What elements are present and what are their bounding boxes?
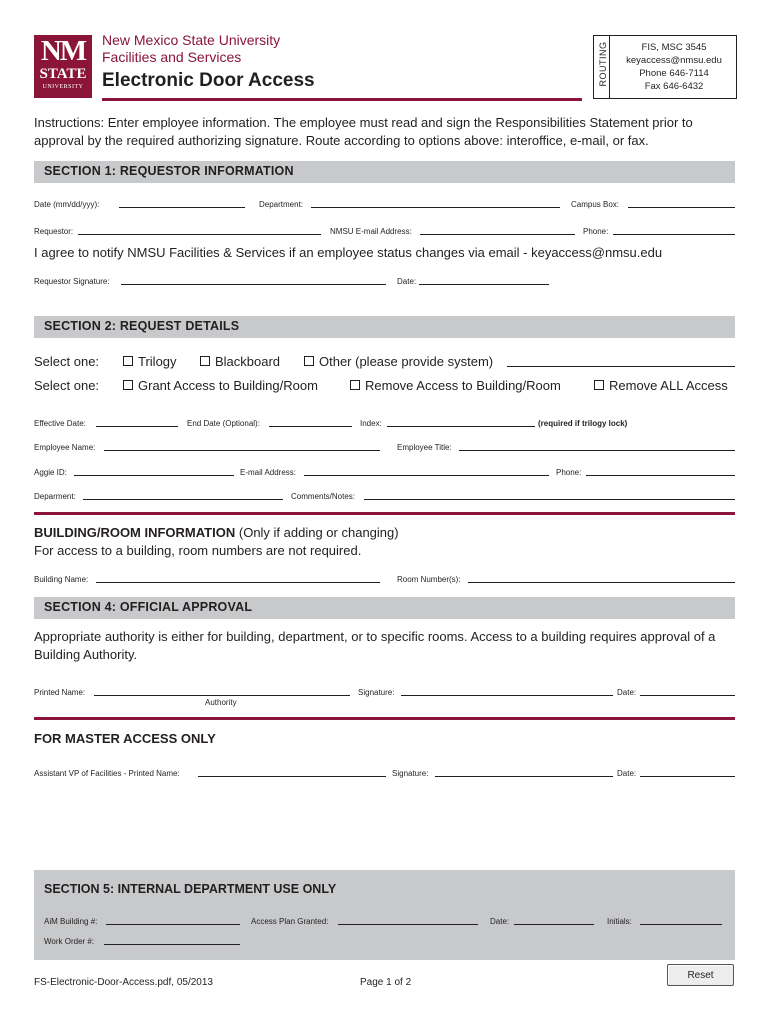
logo-university-text: UNIVERSITY	[42, 84, 84, 90]
employee-email-label: E-mail Address:	[240, 468, 297, 477]
approver-name-field[interactable]	[94, 695, 350, 696]
campus-box-field[interactable]	[628, 207, 735, 208]
section5-panel	[34, 870, 735, 960]
employee-title-field[interactable]	[459, 450, 735, 451]
option-trilogy-label: Trilogy	[138, 354, 177, 369]
aim-building-field[interactable]	[106, 924, 240, 925]
requestor-signature-field[interactable]	[121, 284, 386, 285]
access-plan-field[interactable]	[338, 924, 478, 925]
checkbox-icon[interactable]	[200, 356, 210, 366]
option-remove-all-label: Remove ALL Access	[609, 378, 728, 393]
nmsu-logo	[34, 35, 92, 98]
section4-title: SECTION 4: OFFICIAL APPROVAL	[44, 600, 253, 614]
index-label: Index:	[360, 419, 382, 428]
option-trilogy[interactable]	[123, 354, 177, 369]
avp-signature-label: Signature:	[392, 769, 429, 778]
aim-building-label: AiM Building #:	[44, 917, 98, 926]
section-divider	[34, 512, 735, 515]
employee-name-label: Employee Name:	[34, 443, 96, 452]
avp-name-field[interactable]	[198, 776, 386, 777]
avp-signature-field[interactable]	[435, 776, 613, 777]
effective-date-label: Effective Date:	[34, 419, 86, 428]
option-grant-access[interactable]	[123, 378, 318, 393]
title-divider	[102, 98, 582, 101]
building-heading-bold: BUILDING/ROOM INFORMATION	[34, 525, 236, 540]
index-note: (required if trilogy lock)	[538, 419, 628, 428]
initials-field[interactable]	[640, 924, 722, 925]
select-system-label: Select one:	[34, 354, 100, 369]
work-order-label: Work Order #:	[44, 937, 95, 946]
approval-text: Appropriate authority is either for building, department, or to specific rooms. Access to a building requires approval of a Building Authority.	[34, 629, 716, 662]
date-field[interactable]	[119, 207, 245, 208]
index-field[interactable]	[387, 426, 535, 427]
section4-header	[34, 597, 735, 619]
university-name: New Mexico State University	[102, 32, 281, 48]
requestor-signature-label: Requestor Signature:	[34, 277, 110, 286]
building-heading-note: (Only if adding or changing)	[238, 525, 399, 540]
option-other[interactable]	[304, 354, 493, 369]
option-remove-label: Remove Access to Building/Room	[365, 378, 561, 393]
option-other-label: Other (please provide system)	[319, 354, 494, 369]
employee-phone-field[interactable]	[586, 475, 735, 476]
approver-name-label: Printed Name:	[34, 688, 86, 697]
approver-signature-label: Signature:	[358, 688, 395, 697]
approver-date-label: Date:	[617, 688, 637, 697]
routing-line-3: Phone 646-7114	[639, 68, 709, 79]
avp-date-field[interactable]	[640, 776, 735, 777]
access-plan-label: Access Plan Granted:	[251, 917, 329, 926]
select-action-label: Select one:	[34, 378, 100, 393]
comments-label: Comments/Notes:	[291, 492, 356, 501]
internal-date-field[interactable]	[514, 924, 594, 925]
reset-button[interactable]: Reset	[667, 964, 734, 986]
logo-nm-text: NM	[40, 35, 86, 67]
email-label: NMSU E-mail Address:	[330, 227, 412, 236]
signature-date-field[interactable]	[419, 284, 549, 285]
email-field[interactable]	[420, 234, 575, 235]
checkbox-icon[interactable]	[350, 380, 360, 390]
building-heading	[34, 525, 399, 540]
requestor-label: Requestor:	[34, 227, 74, 236]
option-remove-access[interactable]	[350, 378, 561, 393]
header-org	[102, 32, 280, 66]
work-order-field[interactable]	[104, 944, 240, 945]
end-date-label: End Date (Optional):	[187, 419, 260, 428]
section-divider	[34, 717, 735, 720]
aggie-id-label: Aggie ID:	[34, 468, 67, 477]
employee-department-label: Deparment:	[34, 492, 76, 501]
routing-label: ROUTING	[598, 41, 608, 87]
routing-line-2: keyaccess@nmsu.edu	[626, 55, 722, 66]
approver-date-field[interactable]	[640, 695, 735, 696]
employee-name-field[interactable]	[104, 450, 380, 451]
initials-label: Initials:	[607, 917, 632, 926]
section2-title: SECTION 2: REQUEST DETAILS	[44, 319, 240, 333]
department-field[interactable]	[311, 207, 560, 208]
agreement-text: I agree to notify NMSU Facilities & Services if an employee status changes via email - keyaccess@nmsu.edu	[34, 245, 663, 260]
comments-field[interactable]	[364, 499, 735, 500]
approver-signature-field[interactable]	[401, 695, 613, 696]
aggie-id-field[interactable]	[74, 475, 234, 476]
effective-date-field[interactable]	[96, 426, 178, 427]
other-system-field[interactable]	[507, 366, 735, 367]
routing-separator	[609, 36, 610, 98]
option-remove-all[interactable]	[594, 378, 728, 393]
routing-info	[612, 41, 736, 93]
room-numbers-label: Room Number(s):	[397, 575, 461, 584]
option-grant-label: Grant Access to Building/Room	[138, 378, 318, 393]
employee-email-field[interactable]	[304, 475, 549, 476]
signature-date-label: Date:	[397, 277, 417, 286]
internal-date-label: Date:	[490, 917, 510, 926]
campus-box-label: Campus Box:	[571, 200, 620, 209]
option-blackboard-label: Blackboard	[215, 354, 281, 369]
checkbox-icon[interactable]	[304, 356, 314, 366]
checkbox-icon[interactable]	[594, 380, 604, 390]
option-blackboard[interactable]	[200, 354, 280, 369]
avp-name-label: Assistant VP of Facilities - Printed Name:	[34, 769, 180, 778]
checkbox-icon[interactable]	[123, 356, 133, 366]
instructions: Instructions: Enter employee information. The employee must read and sign the Responsibilities Statement prior to approval by the required authorizing signature. Route according to options above: interoffice, e-mail, or fax.	[34, 115, 693, 148]
phone-field[interactable]	[613, 234, 735, 235]
routing-line-1: FIS, MSC 3545	[641, 42, 707, 53]
section1-header	[34, 161, 735, 183]
phone-label: Phone:	[583, 227, 609, 236]
routing-box	[593, 35, 737, 99]
employee-phone-label: Phone:	[556, 468, 582, 477]
footer-filename: FS-Electronic-Door-Access.pdf, 05/2013	[34, 977, 213, 988]
routing-line-4: Fax 646-6432	[644, 81, 704, 92]
requestor-field[interactable]	[78, 234, 321, 235]
avp-date-label: Date:	[617, 769, 637, 778]
logo-state-text: STATE	[39, 66, 87, 82]
master-access-heading: FOR MASTER ACCESS ONLY	[34, 731, 216, 746]
building-note: For access to a building, room numbers are not required.	[34, 543, 362, 558]
end-date-field[interactable]	[269, 426, 352, 427]
date-label: Date (mm/dd/yyy):	[34, 200, 100, 209]
section2-header	[34, 316, 735, 338]
employee-department-field[interactable]	[83, 499, 283, 500]
section1-title: SECTION 1: REQUESTOR INFORMATION	[44, 164, 294, 178]
footer-page: Page 1 of 2	[360, 977, 412, 988]
department-name: Facilities and Services	[102, 49, 242, 65]
building-name-field[interactable]	[96, 582, 380, 583]
building-name-label: Building Name:	[34, 575, 89, 584]
section5-title: SECTION 5: INTERNAL DEPARTMENT USE ONLY	[44, 882, 337, 896]
department-label: Department:	[259, 200, 304, 209]
room-numbers-field[interactable]	[468, 582, 735, 583]
employee-title-label: Employee Title:	[397, 443, 452, 452]
authority-label: Authority	[205, 698, 237, 707]
form-title: Electronic Door Access	[102, 70, 315, 91]
checkbox-icon[interactable]	[123, 380, 133, 390]
